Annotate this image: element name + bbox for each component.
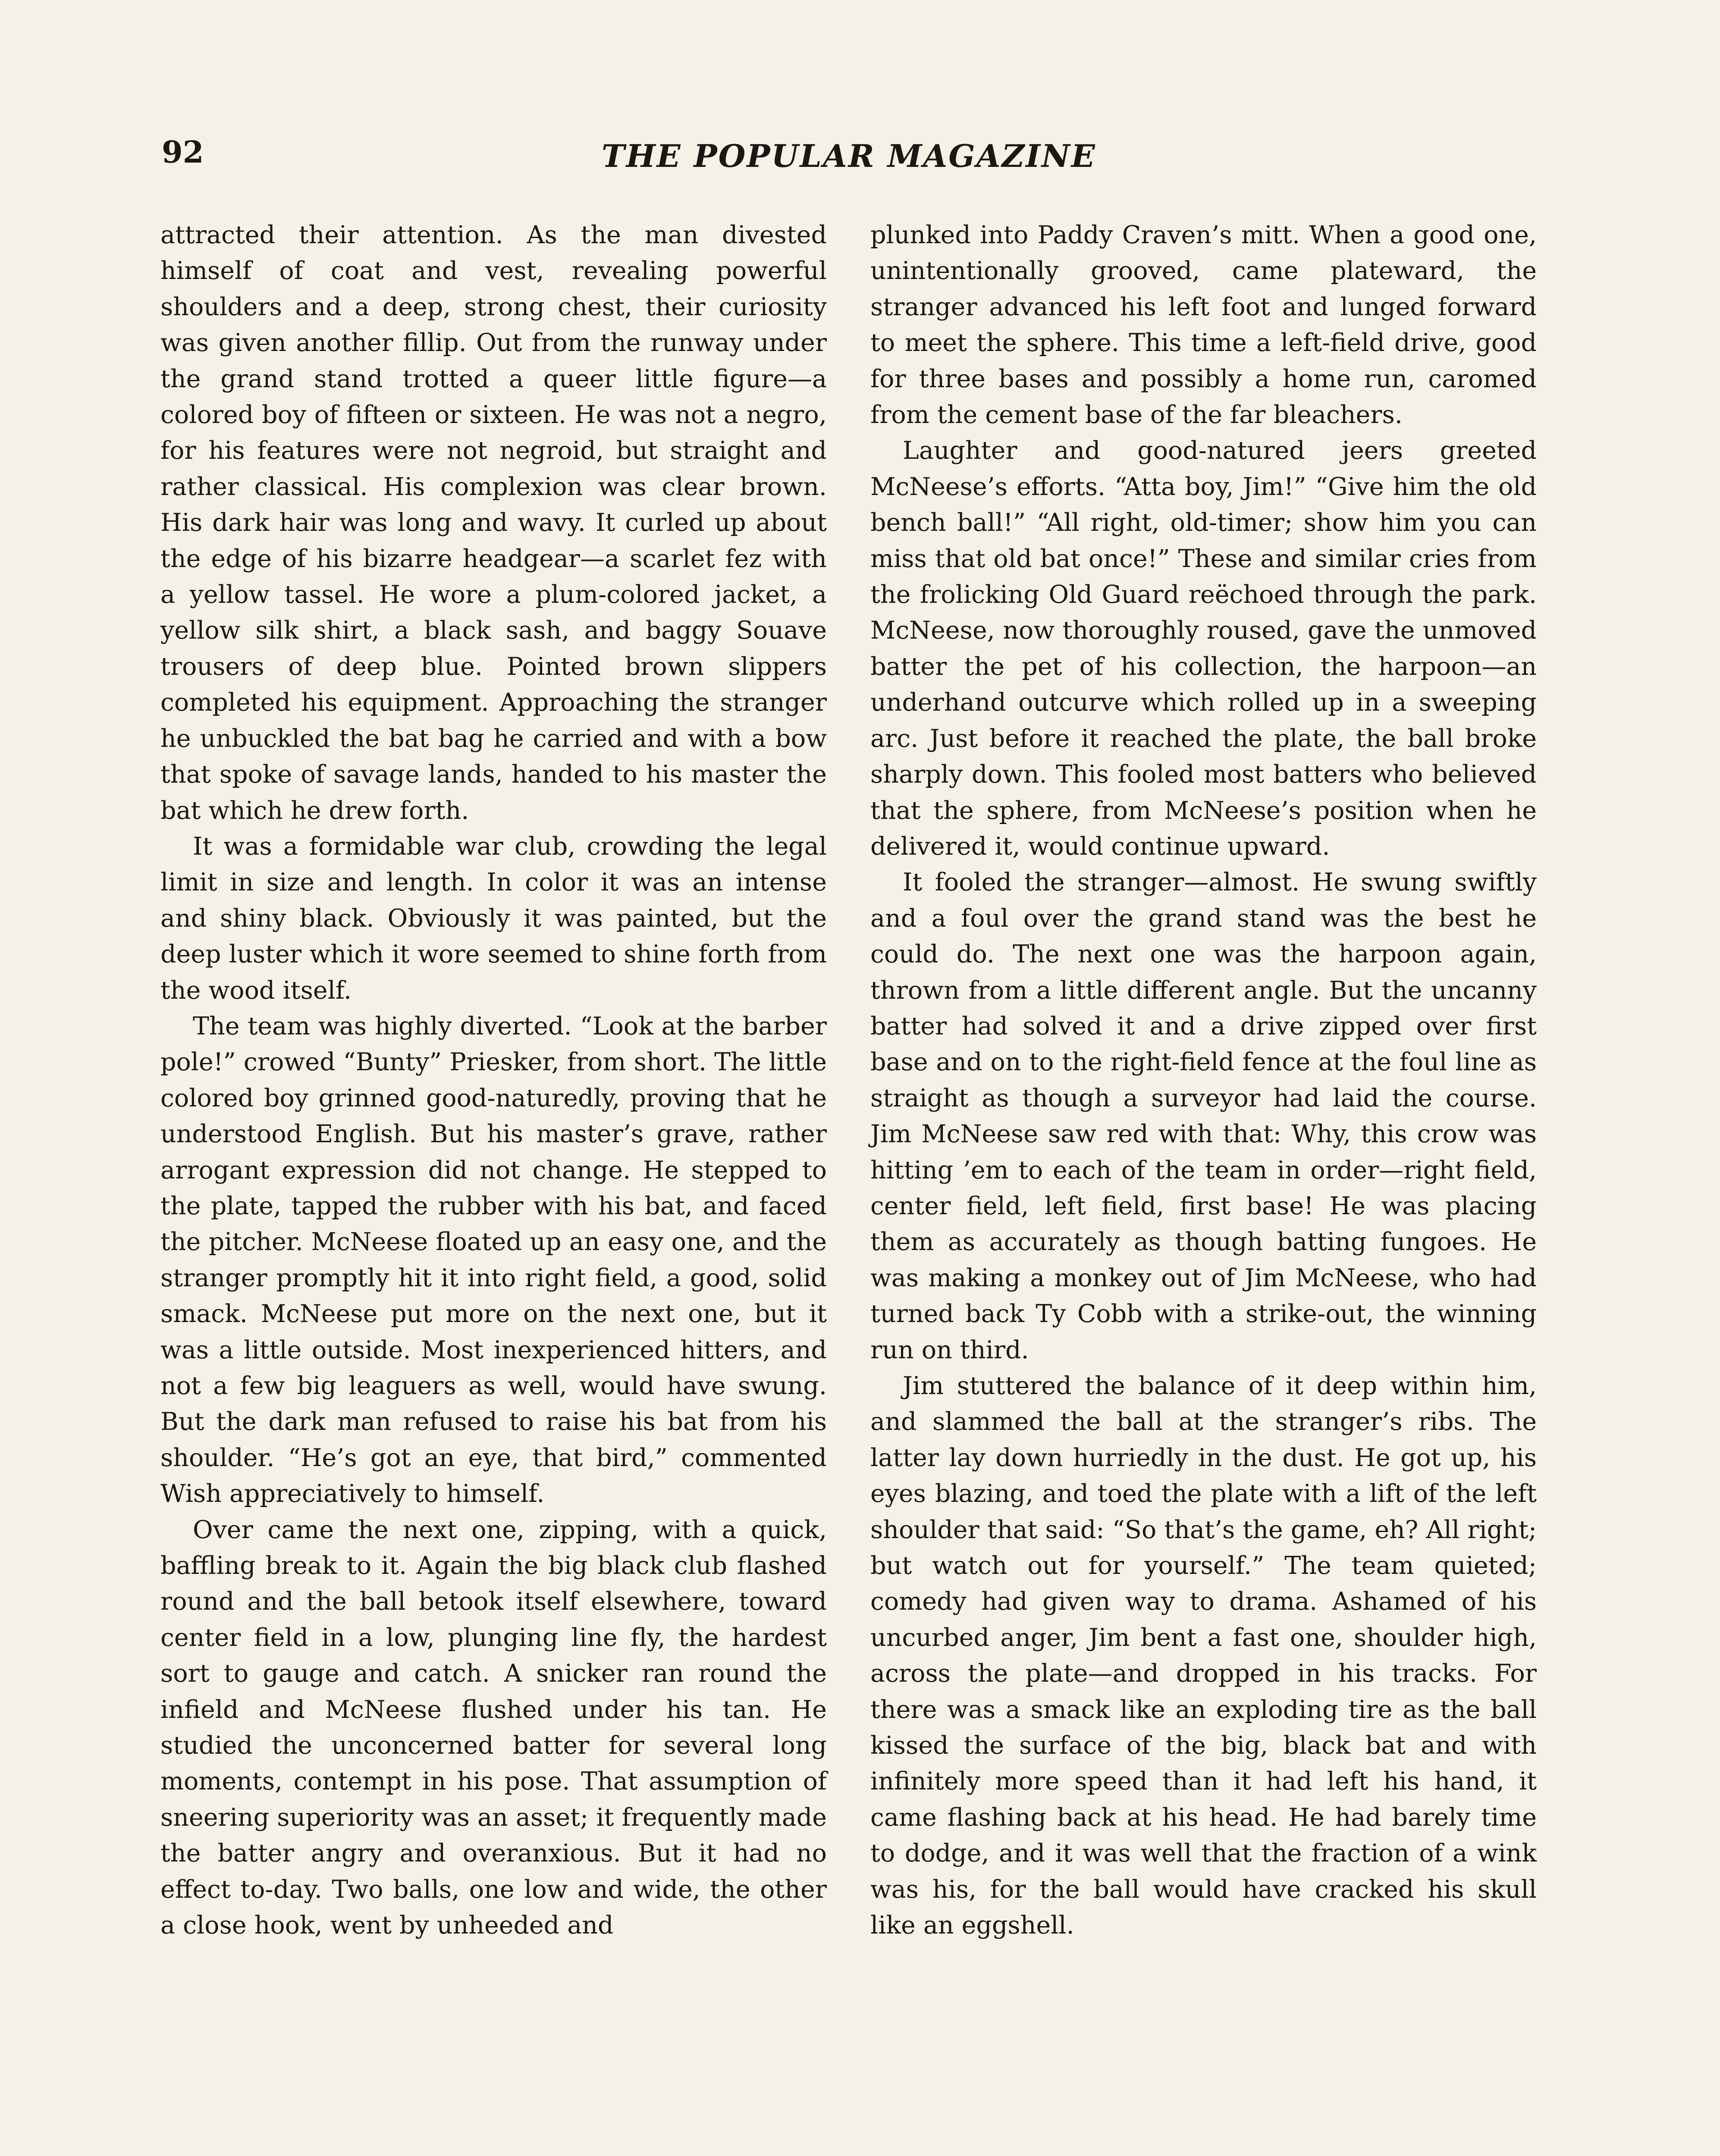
paragraph: Over came the next one, zipping, with a quick, baffling break to it. Again the big black club flashed round and the ball betook itself elsewhere, toward center field in a low, plunging line fly, the hardest sort to gauge and catch. A snicker ran round the infield and McNeese flushed under his tan. He studied the unconcerned batter for several long moments, contempt in his pose. That assumption of sneering superiority was an asset; it frequently made the batter angry and overanxious. But it had no effect to-day. Two balls, one low and wide, the other a close hook, went by unheeded and bbox=[160, 1515, 827, 1940]
text-column-right bbox=[870, 217, 1537, 1944]
page-number: 92 bbox=[162, 134, 204, 170]
running-head-title: THE POPULAR MAGAZINE bbox=[602, 138, 1096, 174]
paragraph: It fooled the stranger—almost. He swung swiftly and a foul over the grand stand was the best he could do. The next one was the harpoon again, thrown from a little different angle. But the uncanny batter had solved it and a drive zipped over first base and on to the right-field fence at the foul line as straight as though a surveyor had laid the course. Jim McNeese saw red with that: Why, this crow was hitting ’em to each of the team in order—right field, center field, left field, first base! He was placing them as accurately as though batting fungoes. He was making a monkey out of Jim McNeese, who had turned back Ty Cobb with a strike-out, the winning run on third. bbox=[870, 868, 1537, 1364]
paragraph: attracted their attention. As the man divested himself of coat and vest, revealing powerful shoulders and a deep, strong chest, their curiosity was given another fillip. Out from the runway under the grand stand trotted a queer little figure—a colored boy of fifteen or sixteen. He was not a negro, for his features were not negroid, but straight and rather classical. His complexion was clear brown. His dark hair was long and wavy. It curled up about the edge of his bizarre headgear—a scarlet fez with a yellow tassel. He wore a plum-colored jacket, a yellow silk shirt, a black sash, and baggy Souave trousers of deep blue. Pointed brown slippers completed his equipment. Approaching the stranger he unbuckled the bat bag he carried and with a bow that spoke of savage lands, handed to his master the bat which he drew forth. bbox=[160, 221, 827, 825]
paragraph: It was a formidable war club, crowding the legal limit in size and length. In color it was an intense and shiny black. Obviously it was painted, but the deep luster which it wore seemed to shine forth from the wood itself. bbox=[160, 832, 827, 1005]
paragraph: plunked into Paddy Craven’s mitt. When a good one, unintentionally grooved, came plateward, the stranger advanced his left foot and lunged forward to meet the sphere. This time a left-field drive, good for three bases and possibly a home run, caromed from the cement base of the far bleachers. bbox=[870, 221, 1537, 429]
paragraph: Jim stuttered the balance of it deep within him, and slammed the ball at the stranger’s ribs. The latter lay down hurriedly in the dust. He got up, his eyes blazing, and toed the plate with a lift of the left shoulder that said: “So that’s the game, eh? All right; but watch out for yourself.” The team quieted; comedy had given way to drama. Ashamed of his uncurbed anger, Jim bent a fast one, shoulder high, across the plate—and dropped in his tracks. For there was a smack like an exploding tire as the ball kissed the surface of the big, black bat and with infinitely more speed than it had left his hand, it came flashing back at his head. He had barely time to dodge, and it was well that the fraction of a wink was his, for the ball would have cracked his skull like an eggshell. bbox=[870, 1372, 1537, 1940]
text-column-left bbox=[160, 217, 827, 1944]
paragraph: Laughter and good-natured jeers greeted McNeese’s efforts. “Atta boy, Jim!” “Give him the old bench ball!” “All right, old-timer; show him you can miss that old bat once!” These and similar cries from the frolicking Old Guard reëchoed through the park. McNeese, now thoroughly roused, gave the unmoved batter the pet of his collection, the harpoon—an underhand outcurve which rolled up in a sweeping arc. Just before it reached the plate, the ball broke sharply down. This fooled most batters who believed that the sphere, from McNeese’s position when he delivered it, would continue upward. bbox=[870, 436, 1537, 861]
paragraph: The team was highly diverted. “Look at the barber pole!” crowed “Bunty” Priesker, from short. The little colored boy grinned good-naturedly, proving that he understood English. But his master’s grave, rather arrogant expression did not change. He stepped to the plate, tapped the rubber with his bat, and faced the pitcher. McNeese floated up an easy one, and the stranger promptly hit it into right field, a good, solid smack. McNeese put more on the next one, but it was a little outside. Most inexperienced hitters, and not a few big leaguers as well, would have swung. But the dark man refused to raise his bat from his shoulder. “He’s got an eye, that bird,” commented Wish appreciatively to himself. bbox=[160, 1012, 827, 1508]
